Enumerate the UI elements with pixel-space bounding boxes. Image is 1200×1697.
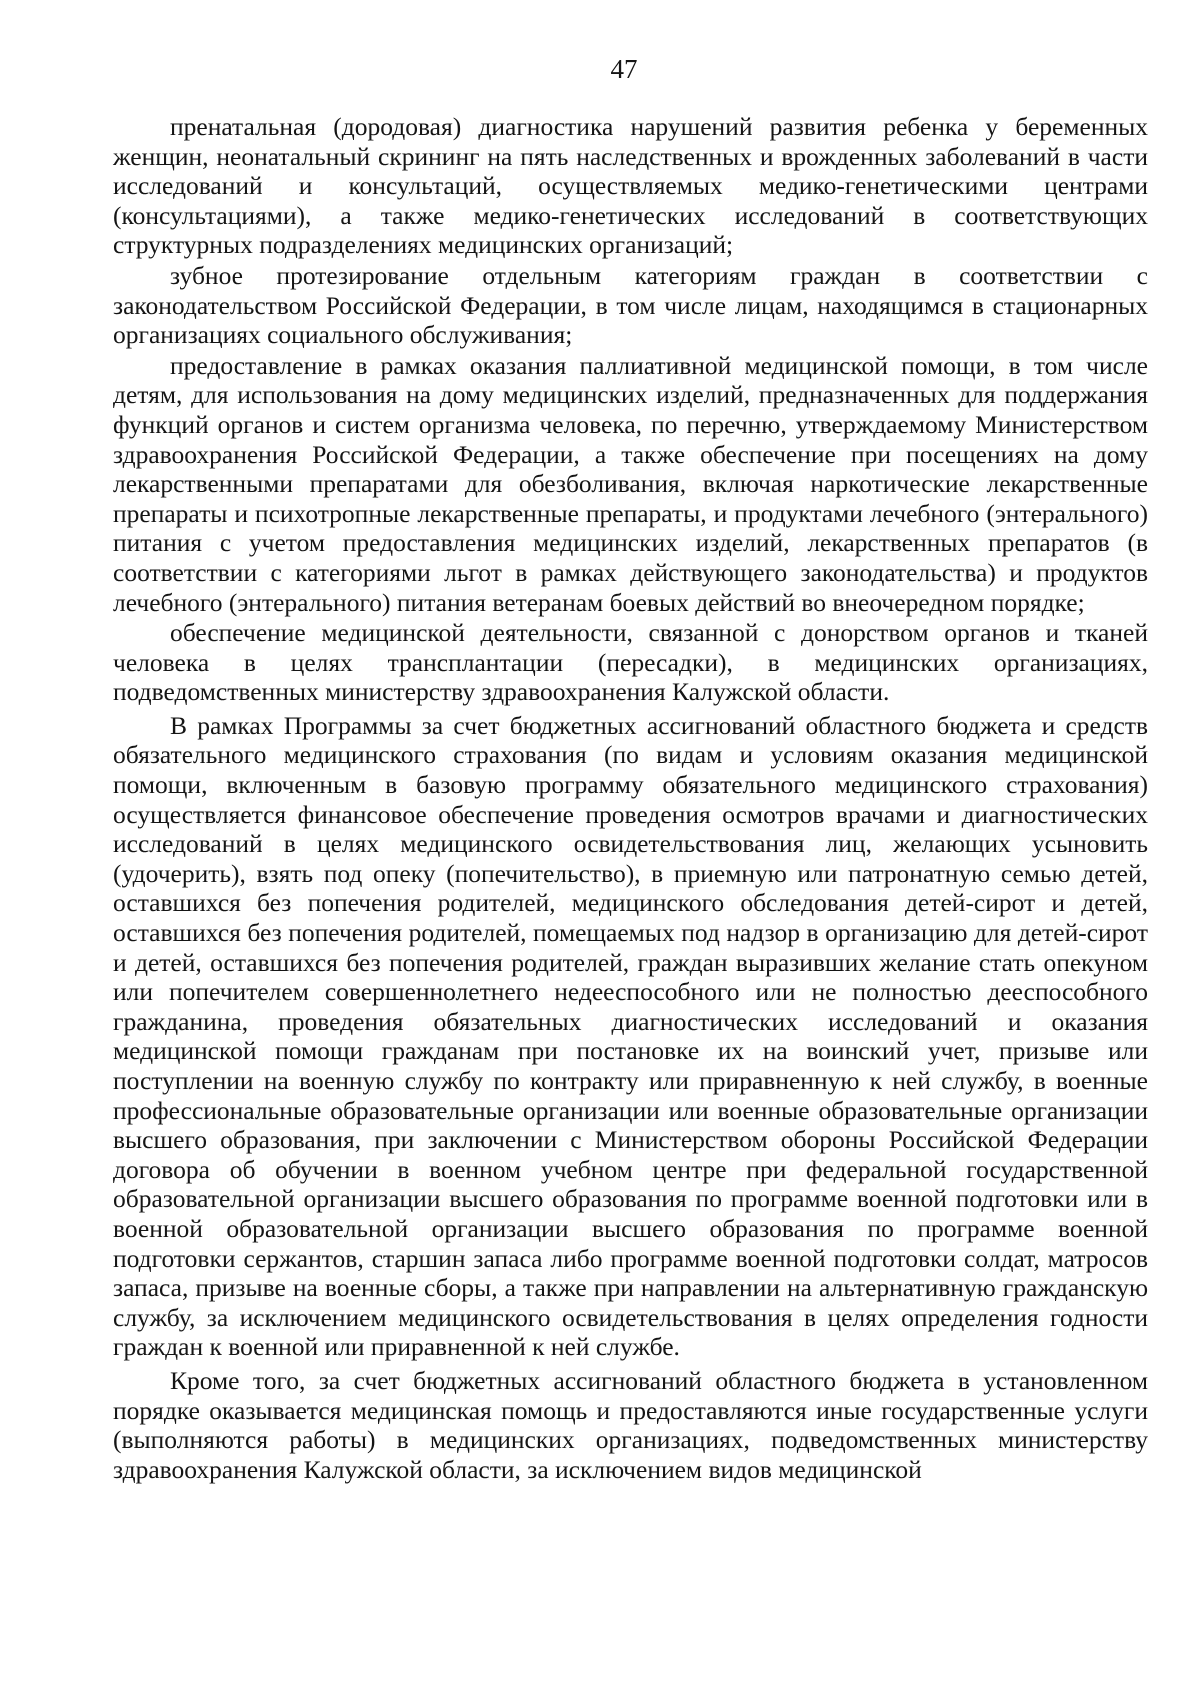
paragraph-organ-donation: обеспечение медицинской деятельности, связанной с донорством органов и тканей человека в целях трансплантации (пересадки), в медицинских организациях, подведомственных министерству здравоохранения Калужской области. <box>113 618 1148 707</box>
document-body <box>113 112 1148 1484</box>
paragraph-palliative-care: предоставление в рамках оказания паллиативной медицинской помощи, в том числе детям, для использования на дому медицинских изделий, предназначенных для поддержания функций органов и систем организма человека, по перечню, утверждаемому Министерством здравоохранения Российской Федерации, а также обеспечение при посещениях на дому лекарственными препаратами для обезболивания, включая наркотические лекарственные препараты и психотропные лекарственные препараты, и продуктами лечебного (энтерального) питания с учетом предоставления медицинских изделий, лекарственных препаратов (в соответствии с категориями льгот в рамках действующего законодательства) и продуктов лечебного (энтерального) питания ветеранам боевых действий во внеочередном порядке; <box>113 350 1148 617</box>
paragraph-program-financing: В рамках Программы за счет бюджетных ассигнований областного бюджета и средств обязательного медицинского страхования (по видам и условиям оказания медицинской помощи, включенным в базовую программу обязательного медицинского страхования) осуществляется финансовое обеспечение проведения осмотров врачами и диагностических исследований в целях медицинского освидетельствования лиц, желающих усыновить (удочерить), взять под опеку (попечительство), в приемную или патронатную семью детей, оставшихся без попечения родителей, медицинского обследования детей-сирот и детей, оставшихся без попечения родителей, помещаемых под надзор в организацию для детей-сирот и детей, оставшихся без попечения родителей, граждан выразивших желание стать опекуном или попечителем совершеннолетнего недееспособного или не полностью дееспособного гражданина, проведения обязательных диагностических исследований и оказания медицинской помощи гражданам при постановке их на воинский учет, призыве или поступлении на военную службу по контракту или приравненную к ней службу, в военные профессиональные образовательные организации или военные образовательные организации высшего образования, при заключении с Министерством обороны Российской Федерации договора об обучении в военном учебном центре при федеральной государственной образовательной организации высшего образования по программе военной подготовки или в военной образовательной организации высшего образования по программе военной подготовки сержантов, старшин запаса либо программе военной подготовки солдат, матросов запаса, призыве на военные сборы, а также при направлении на альтернативную гражданскую службу, за исключением медицинского освидетельствования в целях определения годности граждан к военной или приравненной к ней службе. <box>113 710 1148 1362</box>
paragraph-regional-budget: Кроме того, за счет бюджетных ассигнований областного бюджета в установленном порядке оказывается медицинская помощь и предоставляются иные государственные услуги (выполняются работы) в медицинских организациях, подведомственных министерству здравоохранения Калужской области, за исключением видов медицинской <box>113 1365 1148 1484</box>
page-number: 47 <box>610 54 638 84</box>
paragraph-prenatal-diagnostics: пренатальная (дородовая) диагностика нарушений развития ребенка у беременных женщин, неонатальный скрининг на пять наследственных и врожденных заболеваний в части исследований и консультаций, осуществляемых медико-генетическими центрами (консультациями), а также медико-генетических исследований в соответствующих структурных подразделениях медицинских организаций; <box>113 112 1148 260</box>
paragraph-dental-prosthetics: зубное протезирование отдельным категориям граждан в соответствии с законодательством Российской Федерации, в том числе лицам, находящимся в стационарных организациях социального обслуживания; <box>113 260 1148 350</box>
